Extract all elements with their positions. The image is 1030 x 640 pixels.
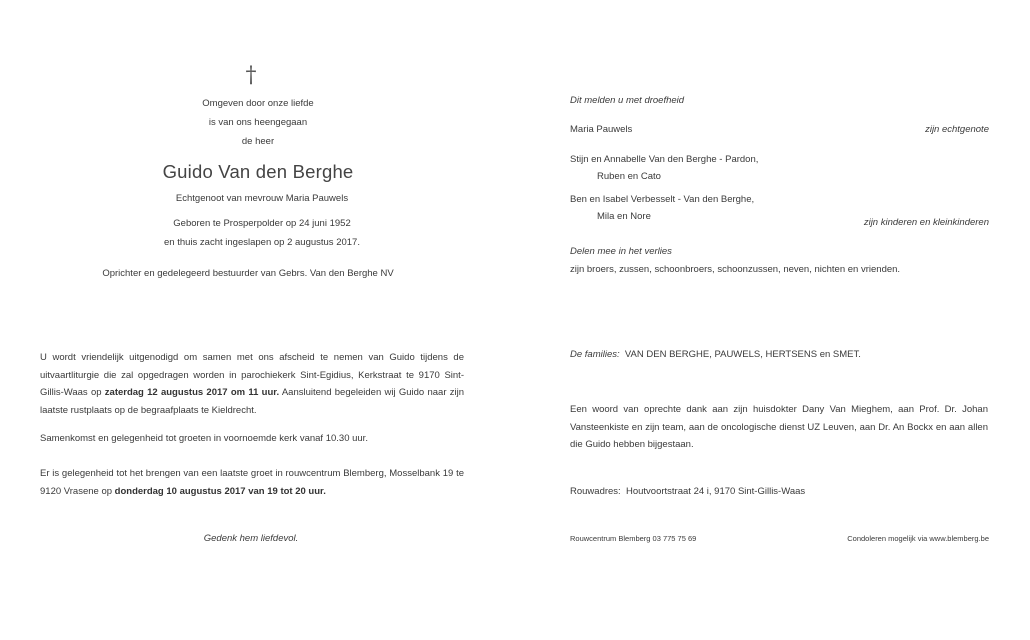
families-names: VAN DEN BERGHE, PAUWELS, HERTSENS en SMET. <box>624 349 861 360</box>
ceremony-date: zaterdag 12 augustus 2017 om 11 uur. <box>104 387 280 399</box>
gathering-line: Samenkomst en gelegenheid tot groeten in voornoemde kerk vanaf 10.30 uur. <box>40 433 368 444</box>
intro-line-1: Omgeven door onze liefde <box>202 98 314 109</box>
footer-condolence: Condoleren mogelijk via www.blemberg.be <box>847 534 989 543</box>
viewing-paragraph <box>40 465 464 500</box>
death-line: en thuis zacht ingeslapen op 2 augustus 2017. <box>164 237 360 248</box>
loss-line: zijn broers, zussen, schoonbroers, schoonzussen, neven, nichten en vrienden. <box>570 264 901 275</box>
viewing-date: donderdag 10 augustus 2017 van 19 tot 20 uur. <box>114 485 326 497</box>
cross-icon: † <box>245 63 257 88</box>
spouse-name: Maria Pauwels <box>570 124 633 135</box>
intro-line-3: de heer <box>241 136 275 147</box>
footer-funeral-home: Rouwcentrum Blemberg 03 775 75 69 <box>570 534 697 543</box>
loss-heading: Delen mee in het verlies <box>570 246 672 257</box>
children-role: zijn kinderen en kleinkinderen <box>863 217 989 228</box>
child2-kids: Mila en Nore <box>597 211 651 222</box>
spouse-line: Echtgenoot van mevrouw Maria Pauwels <box>175 193 349 204</box>
spouse-role: zijn echtgenote <box>925 124 989 135</box>
invitation-paragraph <box>40 349 464 419</box>
viewing-text-1: Er is gelegenheid tot het brengen van een laatste groet in rouwcentrum Blemberg, Mosselbank 19 te 9120 Vrasene op <box>40 468 464 497</box>
deceased-name: Guido Van den Berghe <box>162 161 354 182</box>
child1-kids: Ruben en Cato <box>597 171 661 182</box>
invitation-text-2: Aansluitend begeleiden wij Guido naar zijn laatste rustplaats op de begraafplaats te Kieldrecht. <box>40 387 464 416</box>
child1-line: Stijn en Annabelle Van den Berghe - Pardon, <box>570 154 759 165</box>
families-line <box>570 349 861 360</box>
address-line <box>570 486 805 497</box>
role-line: Oprichter en gedelegeerd bestuurder van Gebrs. Van den Berghe NV <box>102 268 394 279</box>
closing-line: Gedenk hem liefdevol. <box>203 533 299 544</box>
families-label: De families: <box>570 349 620 360</box>
thanks-paragraph: Een woord van oprechte dank aan zijn huisdokter Dany Van Mieghem, aan Prof. Dr. Johan Vansteenkiste en zijn team, aan de oncologische dienst UZ Leuven, aan Dr. An Bockx en aan allen die Guido hebben bijgestaan. <box>570 404 988 451</box>
address-label: Rouwadres: <box>570 486 621 497</box>
birth-line: Geboren te Prosperpolder op 24 juni 1952 <box>173 218 351 229</box>
address-value: Houtvoortstraat 24 i, 9170 Sint-Gillis-Waas <box>625 486 806 497</box>
intro-line-2: is van ons heengegaan <box>208 117 308 128</box>
child2-line: Ben en Isabel Verbesselt - Van den Berghe, <box>570 194 755 205</box>
invitation-text-1: U wordt vriendelijk uitgenodigd om samen met ons afscheid te nemen van Guido tijdens de uitvaartliturgie die zal opgedragen worden in parochiekerk Sint-Egidius, Kerkstraat te 9170 Sint-Gillis-Waas op <box>40 352 464 399</box>
announce-heading: Dit melden u met droefheid <box>570 95 685 106</box>
